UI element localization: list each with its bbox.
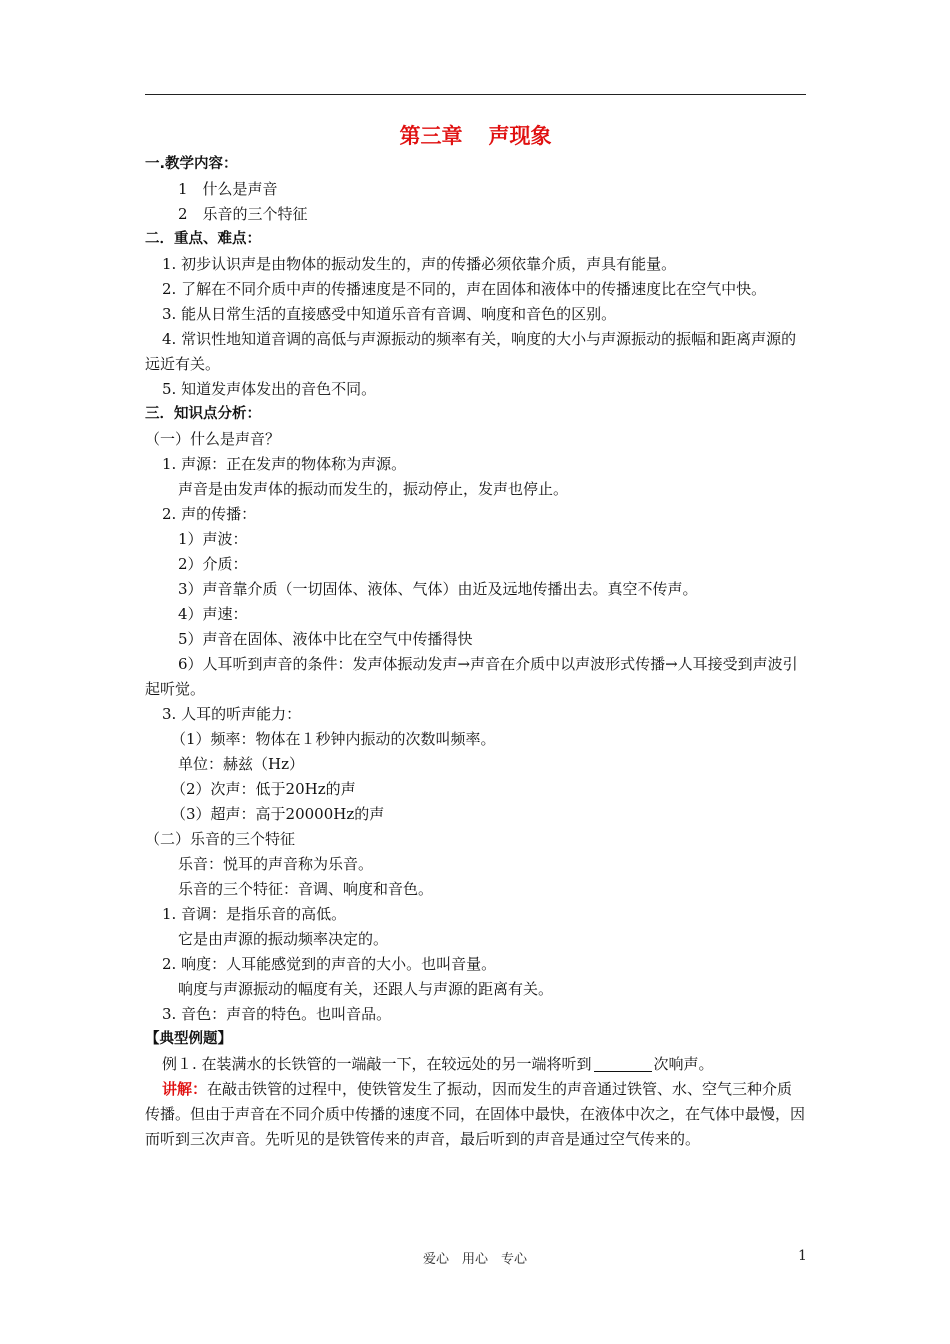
paragraph: 2. 声的传播： — [162, 505, 257, 523]
subsection-heading: （二）乐音的三个特征 — [145, 830, 296, 848]
explanation-label: 讲解： — [162, 1080, 208, 1098]
list-item: 3. 能从日常生活的直接感受中知道乐音有音调、响度和音色的区别。 — [162, 305, 617, 323]
paragraph: 1. 音调：是指乐音的高低。 — [162, 905, 347, 923]
paragraph: 乐音的三个特征：音调、响度和音色。 — [178, 880, 434, 898]
paragraph: （1）频率：物体在１秒钟内振动的次数叫频率。 — [171, 730, 496, 748]
list-item: 4）声速： — [178, 605, 248, 623]
examples-heading: 【典型例题】 — [145, 1031, 232, 1047]
list-item: 5. 知道发声体发出的音色不同。 — [162, 380, 377, 398]
paragraph: 单位：赫兹（Hz） — [178, 755, 304, 773]
document-body — [145, 120, 806, 1152]
paragraph: 乐音：悦耳的声音称为乐音。 — [178, 855, 374, 873]
paragraph: 3. 音色：声音的特色。也叫音品。 — [162, 1005, 392, 1023]
paragraph: （3）超声：高于20000Hz的声 — [171, 805, 385, 823]
paragraph: 它是由声源的振动频率决定的。 — [178, 930, 389, 948]
paragraph: 3. 人耳的听声能力： — [162, 705, 302, 723]
section-3-heading: 三．知识点分析： — [145, 406, 261, 422]
example-question: 例１. 在装满水的长铁管的一端敲一下，在较远处的另一端将听到 次响声。 — [162, 1055, 714, 1073]
answer-blank — [594, 1055, 652, 1072]
header-rule — [145, 94, 806, 95]
list-item: 6）人耳听到声音的条件：发声体振动发声→声音在介质中以声波形式传播→人耳接受到声波引起听觉。 — [145, 655, 798, 698]
list-item: 1）声波： — [178, 530, 248, 548]
list-item: 1 什么是声音 — [178, 180, 278, 198]
subsection-heading: （一）什么是声音？ — [145, 430, 281, 448]
list-item: 1. 初步认识声是由物体的振动发生的，声的传播必须依靠介质，声具有能量。 — [162, 255, 677, 273]
list-item: 3）声音靠介质（一切固体、液体、气体）由近及远地传播出去。真空不传声。 — [178, 580, 698, 598]
paragraph: 声音是由发声体的振动而发生的，振动停止，发声也停止。 — [178, 480, 569, 498]
list-item: 2）介质： — [178, 555, 248, 573]
section-1-heading: 一.教学内容： — [145, 156, 238, 172]
paragraph: （2）次声：低于20Hz的声 — [171, 780, 356, 798]
paragraph: 响度与声源振动的幅度有关，还跟人与声源的距离有关。 — [178, 980, 554, 998]
section-2-heading: 二．重点、难点： — [145, 231, 261, 247]
paragraph: 1. 声源：正在发声的物体称为声源。 — [162, 455, 407, 473]
list-item: 2 乐音的三个特征 — [178, 205, 308, 223]
paragraph: 2. 响度：人耳能感觉到的声音的大小。也叫音量。 — [162, 955, 497, 973]
list-item: 5）声音在固体、液体中比在空气中传播得快 — [178, 630, 473, 648]
list-item: 4. 常识性地知道音调的高低与声源振动的频率有关，响度的大小与声源振动的振幅和距离声源的远近有关。 — [145, 330, 797, 373]
list-item: 2. 了解在不同介质中声的传播速度是不同的，声在固体和液体中的传播速度比在空气中快。 — [162, 280, 767, 298]
page-number: 1 — [798, 1248, 807, 1264]
chapter-title: 第三章 声现象 — [399, 124, 552, 148]
example-explanation: 讲解：在敲击铁管的过程中，使铁管发生了振动，因而发生的声音通过铁管、水、空气三种介质传播。但由于声音在不同介质中传播的速度不同，在固体中最快，在液体中次之，在气体中最慢，因而听到三次声音。先听见的是铁管传来的声音，最后听到的声音是通过空气传来的。 — [145, 1080, 806, 1148]
page-footer: 爱心 用心 专心 — [422, 1252, 527, 1267]
